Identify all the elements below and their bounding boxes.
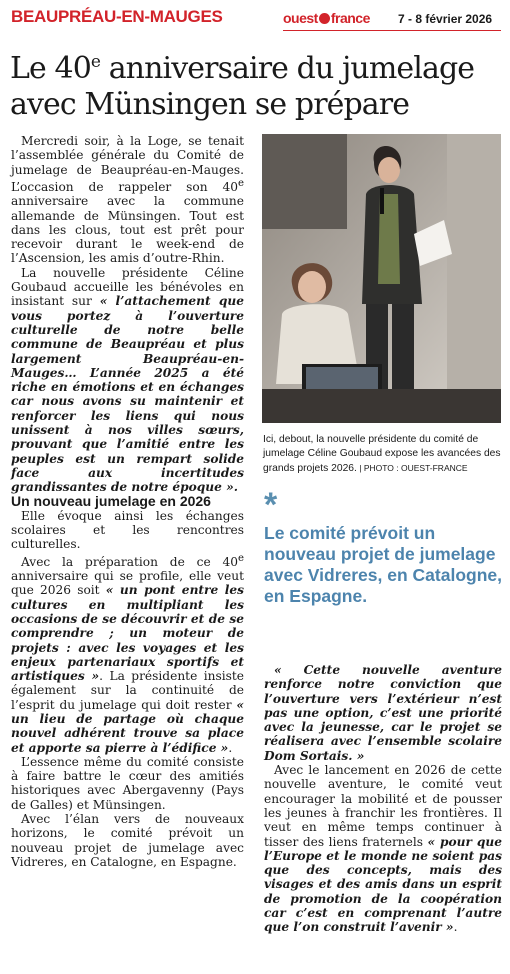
- text: anniversaire qui se profile, elle veut que 2026 soit: [11, 569, 244, 598]
- photo-illustration: [262, 134, 501, 423]
- article-photo: [262, 134, 501, 423]
- logo-text-left: ouest: [283, 10, 318, 26]
- title-part-1: Le 40: [10, 51, 91, 86]
- quote: « un pont entre les cultures en multipliant les occasions de se découvrir et de se comprendre ; un moteur de projets : avec les voyages et les enjeux partenariaux sportifs et artistiques »: [11, 583, 245, 684]
- title-superscript: e: [90, 52, 101, 72]
- article-column-left: [11, 134, 244, 869]
- text: .: [228, 740, 233, 755]
- text: Avec le lancement en 2026 de cette nouvelle aventure, le comité veut encourager la mobilité et de pousser les jeunes à franchir les frontières. Il veut en même temps continuer à tisser des liens fraternels: [264, 763, 502, 849]
- text: .: [453, 920, 458, 935]
- issue-date: 7 - 8 février 2026: [398, 12, 493, 26]
- paragraph: Elle évoque ainsi les échanges scolaires et les rencontres culturelles.: [11, 508, 244, 552]
- text: anniversaire avec la commune allemande de Münsingen. Tout est dans les clous, tout est prêt pour recevoir durant le week-end de l’Ascension, les amis d’outre-Rhin.: [11, 194, 244, 266]
- paragraph: [264, 763, 502, 935]
- text: Mercredi soir, à la Loge, se tenait l’assemblée générale du Comité de jumelage de Beaupréau-en-Mauges. L’occasion de rappeler son 40: [11, 134, 244, 194]
- subheading: Un nouveau jumelage en 2026: [11, 493, 211, 510]
- paragraph: [11, 134, 244, 266]
- paragraph: [11, 552, 244, 755]
- title-part-2: anniversaire du jumelage avec Münsingen se prépare: [10, 51, 475, 122]
- paragraph: L’essence même du comité consiste à faire battre le cœur des amitiés historiques avec Abergavenny (Pays de Galles) et Münsingen.: [11, 754, 244, 812]
- paragraph: [11, 266, 244, 495]
- header-rule: [283, 30, 501, 31]
- section-title: BEAUPRÉAU-EN-MAUGES: [11, 7, 223, 26]
- paragraph: Avec l’élan vers de nouveaux horizons, le comité prévoit un nouveau projet de jumelage avec Vidreres, en Catalogne, en Espagne.: [11, 812, 244, 869]
- logo-dot-icon: [319, 13, 330, 24]
- ouest-france-logo: [283, 10, 370, 26]
- asterisk-icon: *: [264, 486, 278, 524]
- superscript: e: [237, 552, 244, 564]
- photo-credit: | PHOTO : OUEST-FRANCE: [356, 463, 468, 473]
- text: . La présidente insiste également sur la continuité de l’esprit du jumelage qui doit rester: [11, 669, 244, 712]
- caption-text: Ici, debout, la nouvelle présidente du comité de jumelage Céline Goubaud expose les avancées des grands projets 2026.: [263, 434, 501, 474]
- logo-text-right: france: [330, 10, 370, 26]
- photo-caption: [263, 433, 501, 476]
- quote: « l’attachement que vous portez à l’ouverture culturelle de notre belle commune de Beaupréau et plus largement Beaupréau-en-Mauges… L’année 2025 a été riche en émotions et en échanges car nous avons su maintenir et renforcer les liens qui nous unissent à nos villes sœurs, prouvant que l’amitié entre les peuples est un rempart solide face aux incertitudes grandissantes de notre époque ».: [11, 294, 244, 495]
- quote: « Cette nouvelle aventure renforce notre conviction que l’ouverture vers l’extérieur n’est pas une option, c’est une priorité avec la jeunesse, car le projet se réalisera avec l’ensemble scolaire Dom Sortais. »: [264, 663, 502, 763]
- text: Avec la préparation de ce 40: [21, 554, 238, 569]
- quote: « un lieu de partage où chaque nouvel adhérent trouve sa place et apporte sa pierre à l’édifice »: [11, 697, 244, 755]
- pull-quote: Le comité prévoit un nouveau projet de jumelage avec Vidreres, en Catalogne, en Espagne.: [264, 523, 502, 606]
- paragraph: [264, 663, 502, 763]
- quote: « pour que l’Europe et le monde ne soient pas que des concepts, mais des visages et des amis dans un esprit de promotion de la coopération car c’est en comprenant l’autre que l’on construit l’avenir »: [264, 834, 502, 935]
- article-column-right: [264, 663, 502, 935]
- text: La nouvelle présidente Céline Goubaud accueille les bénévoles en insistant sur: [11, 265, 244, 309]
- article-title: [10, 44, 505, 123]
- superscript: e: [237, 177, 244, 189]
- page-header: [0, 0, 510, 30]
